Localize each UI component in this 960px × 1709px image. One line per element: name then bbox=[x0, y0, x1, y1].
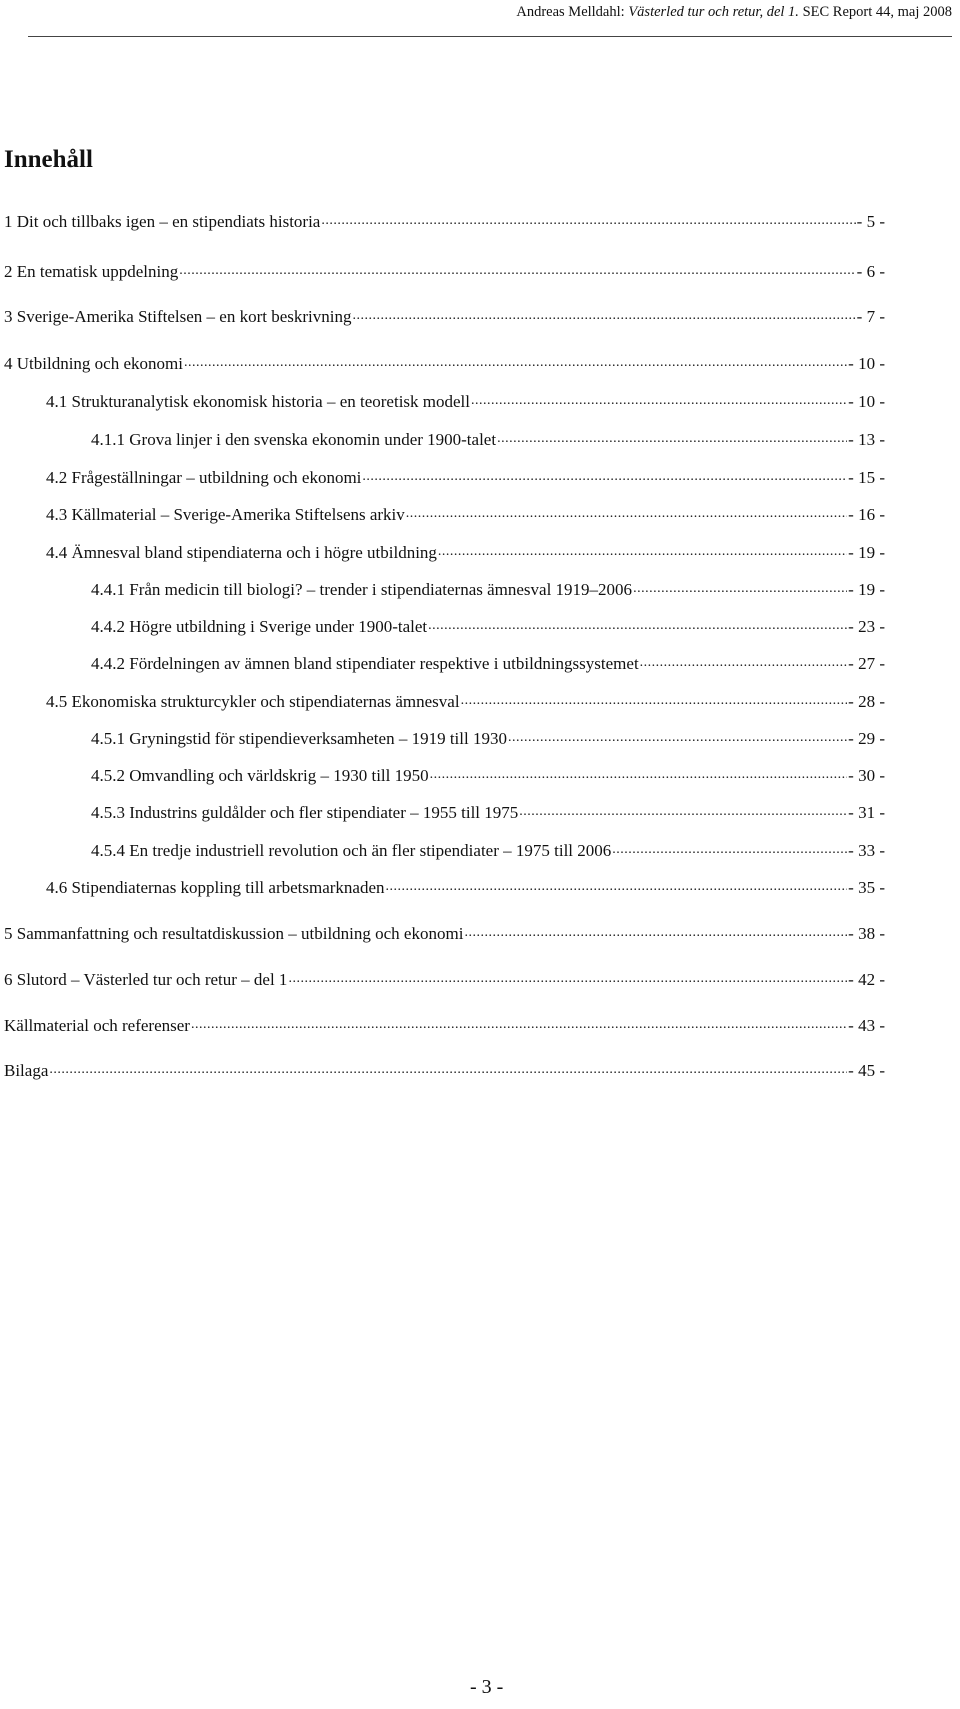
toc-dot-leader bbox=[49, 1059, 847, 1076]
toc-dot-leader bbox=[633, 578, 847, 595]
toc-entry[interactable] bbox=[91, 652, 885, 674]
toc-entry[interactable] bbox=[4, 352, 885, 374]
toc-entry-title: 4.5.1 Gryningstid för stipendieverksamheten – 1919 till 1930 bbox=[91, 729, 507, 748]
toc-entry-page: - 6 - bbox=[856, 262, 885, 281]
page-header bbox=[0, 0, 960, 44]
toc-entry[interactable] bbox=[46, 541, 885, 563]
toc-entry[interactable] bbox=[46, 876, 885, 898]
toc-entry[interactable] bbox=[4, 210, 885, 232]
toc-entry-title: 1 Dit och tillbaks igen – en stipendiats historia bbox=[4, 212, 321, 231]
toc-entry[interactable] bbox=[46, 390, 885, 412]
toc-entry-title: 2 En tematisk uppdelning bbox=[4, 262, 179, 281]
toc-entry-page: - 28 - bbox=[848, 692, 885, 711]
toc-entry[interactable] bbox=[4, 922, 885, 944]
toc-entry-title: 4.5 Ekonomiska strukturcykler och stipendiaternas ämnesval bbox=[46, 692, 460, 711]
toc-dot-leader bbox=[519, 801, 847, 818]
header-text bbox=[516, 4, 952, 21]
toc-title: Innehåll bbox=[4, 146, 93, 173]
toc-entry-page: - 15 - bbox=[848, 468, 885, 487]
toc-entry-title: 4.2 Frågeställningar – utbildning och ekonomi bbox=[46, 468, 362, 487]
page-number: - 3 - bbox=[470, 1676, 504, 1698]
toc-entry-page: - 19 - bbox=[848, 580, 885, 599]
toc-dot-leader bbox=[438, 541, 847, 558]
toc-entry-title: 4.5.2 Omvandling och världskrig – 1930 till 1950 bbox=[91, 766, 429, 785]
toc-entry-title: 4.5.3 Industrins guldålder och fler stipendiater – 1955 till 1975 bbox=[91, 803, 519, 822]
toc-dot-leader bbox=[386, 876, 848, 893]
toc-entry[interactable] bbox=[46, 690, 885, 712]
toc-entry-page: - 35 - bbox=[848, 878, 885, 897]
toc-dot-leader bbox=[362, 466, 847, 483]
toc-entry[interactable] bbox=[91, 615, 885, 637]
toc-entry[interactable] bbox=[91, 764, 885, 786]
toc-entry-title: 6 Slutord – Västerled tur och retur – del 1 bbox=[4, 970, 288, 989]
toc-entry[interactable] bbox=[4, 968, 885, 990]
toc-dot-leader bbox=[428, 615, 847, 632]
toc-entry[interactable] bbox=[4, 1059, 885, 1081]
toc-entry[interactable] bbox=[4, 305, 885, 327]
toc-dot-leader bbox=[612, 839, 847, 856]
toc-entry[interactable] bbox=[46, 503, 885, 525]
toc-dot-leader bbox=[179, 260, 855, 277]
toc-entry-page: - 38 - bbox=[848, 924, 885, 943]
toc-entry[interactable] bbox=[91, 839, 885, 861]
toc-entry-title: 4.5.4 En tredje industriell revolution och än fler stipendiater – 1975 till 2006 bbox=[91, 841, 612, 860]
toc-entry-title: 4.4.1 Från medicin till biologi? – trender i stipendiaternas ämnesval 1919–2006 bbox=[91, 580, 633, 599]
toc-entry-page: - 7 - bbox=[856, 307, 885, 326]
toc-entry-page: - 10 - bbox=[848, 392, 885, 411]
toc-dot-leader bbox=[497, 428, 847, 445]
toc-dot-leader bbox=[430, 764, 848, 781]
toc-entry-page: - 16 - bbox=[848, 505, 885, 524]
header-title: Västerled tur och retur, del 1. bbox=[628, 4, 799, 20]
toc-dot-leader bbox=[508, 727, 847, 744]
toc-entry-title: 4.1.1 Grova linjer i den svenska ekonomin under 1900-talet bbox=[91, 430, 497, 449]
toc-dot-leader bbox=[640, 652, 848, 669]
header-rule bbox=[28, 36, 952, 37]
toc-dot-leader bbox=[191, 1014, 847, 1031]
toc-entry-title: 4.4.2 Högre utbildning i Sverige under 1900-talet bbox=[91, 617, 428, 636]
toc-entry[interactable] bbox=[91, 727, 885, 749]
toc-entry[interactable] bbox=[91, 428, 885, 450]
toc-entry-page: - 27 - bbox=[848, 654, 885, 673]
toc-dot-leader bbox=[471, 390, 847, 407]
toc-entry-title: 5 Sammanfattning och resultatdiskussion – utbildning och ekonomi bbox=[4, 924, 464, 943]
toc-entry-title: 4.3 Källmaterial – Sverige-Amerika Stiftelsens arkiv bbox=[46, 505, 405, 524]
toc-entry-title: 4.6 Stipendiaternas koppling till arbetsmarknaden bbox=[46, 878, 385, 897]
toc-entry-page: - 10 - bbox=[848, 354, 885, 373]
toc-entry-title: 3 Sverige-Amerika Stiftelsen – en kort beskrivning bbox=[4, 307, 352, 326]
toc-dot-leader bbox=[406, 503, 847, 520]
toc-entry-page: - 45 - bbox=[848, 1061, 885, 1080]
toc-entry-title: 4.4 Ämnesval bland stipendiaterna och i högre utbildning bbox=[46, 543, 437, 562]
toc-dot-leader bbox=[184, 352, 847, 369]
toc-dot-leader bbox=[464, 922, 847, 939]
toc-entry-title: Källmaterial och referenser bbox=[4, 1016, 190, 1035]
toc-entry-page: - 43 - bbox=[848, 1016, 885, 1035]
toc-entry-page: - 19 - bbox=[848, 543, 885, 562]
toc-entry-page: - 33 - bbox=[848, 841, 885, 860]
toc-entry[interactable] bbox=[91, 801, 885, 823]
toc-entry-page: - 31 - bbox=[848, 803, 885, 822]
toc-dot-leader bbox=[321, 210, 855, 227]
toc-entry[interactable] bbox=[4, 260, 885, 282]
toc-entry-title: 4.4.2 Fördelningen av ämnen bland stipendiater respektive i utbildningssystemet bbox=[91, 654, 639, 673]
toc-dot-leader bbox=[461, 690, 848, 707]
toc-dot-leader bbox=[288, 968, 847, 985]
toc-entry-page: - 30 - bbox=[848, 766, 885, 785]
header-report: SEC Report 44, maj 2008 bbox=[802, 4, 952, 20]
toc-entry-title: 4 Utbildning och ekonomi bbox=[4, 354, 183, 373]
toc-entry-title: 4.1 Strukturanalytisk ekonomisk historia – en teoretisk modell bbox=[46, 392, 470, 411]
toc-entry-page: - 23 - bbox=[848, 617, 885, 636]
toc-entry-page: - 42 - bbox=[848, 970, 885, 989]
toc-entry-page: - 13 - bbox=[848, 430, 885, 449]
toc-entry[interactable] bbox=[4, 1014, 885, 1036]
toc-entry[interactable] bbox=[46, 466, 885, 488]
toc-entry-page: - 29 - bbox=[848, 729, 885, 748]
toc-entry-title: Bilaga bbox=[4, 1061, 49, 1080]
header-author: Andreas Melldahl: bbox=[516, 4, 625, 20]
toc-entry-page: - 5 - bbox=[856, 212, 885, 231]
toc-entry[interactable] bbox=[91, 578, 885, 600]
toc-dot-leader bbox=[352, 305, 855, 322]
